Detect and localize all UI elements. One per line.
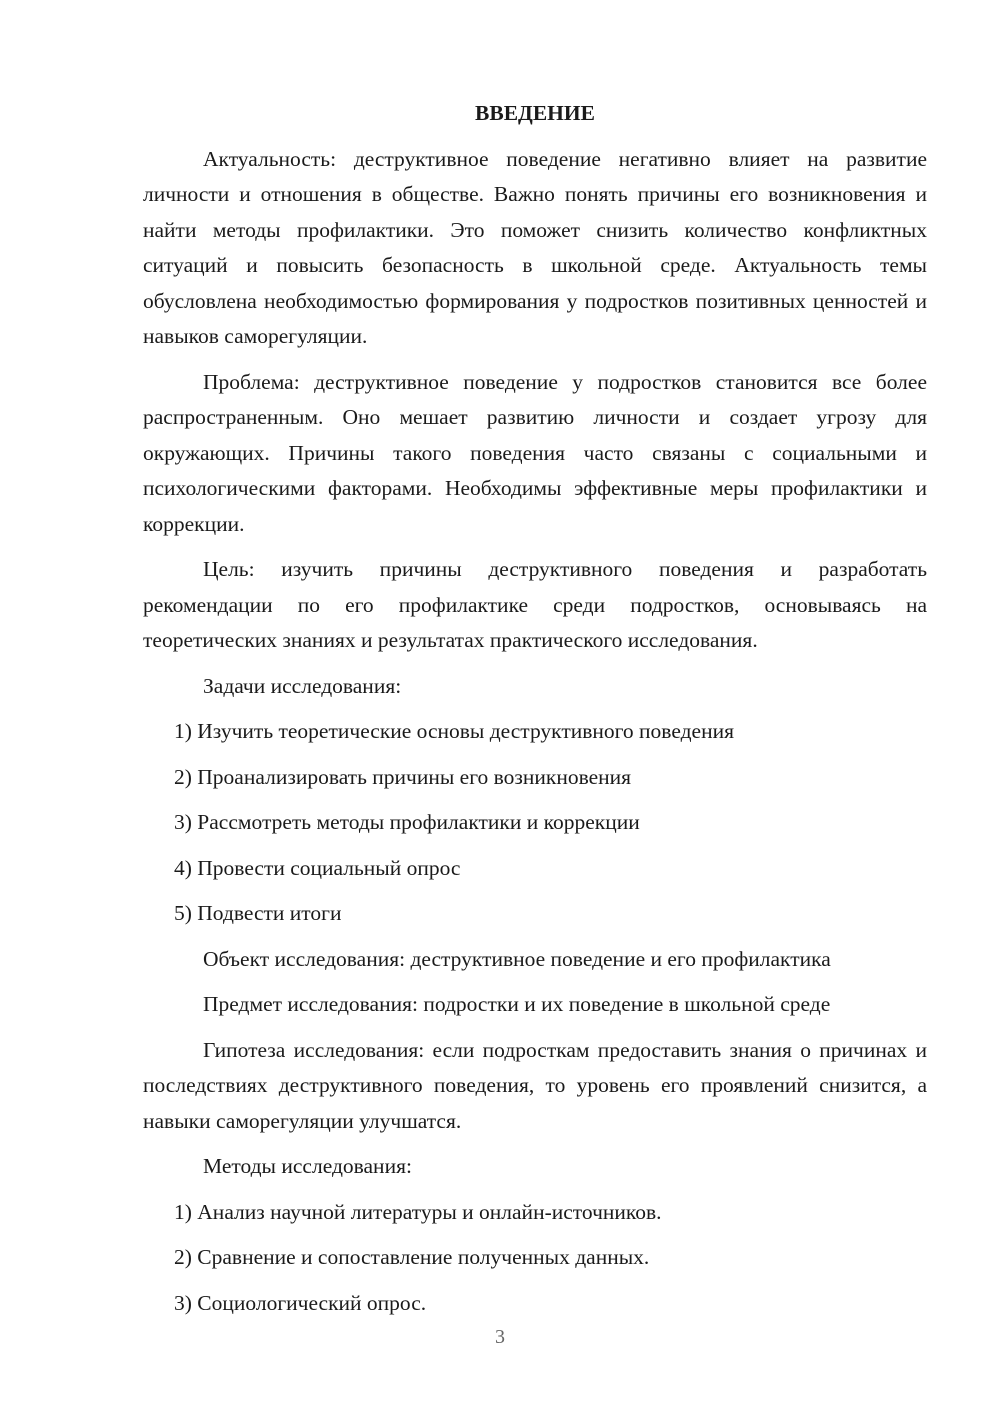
tasks-list	[143, 714, 927, 932]
tasks-heading: Задачи исследования:	[203, 673, 402, 698]
section-title: ВВЕДЕНИЕ	[475, 101, 595, 125]
methods-list	[143, 1195, 927, 1322]
method-item: 1) Анализ научной литературы и онлайн-источников.	[174, 1199, 662, 1224]
task-item: 2) Проанализировать причины его возникновения	[174, 764, 632, 789]
page-number: 3	[495, 1326, 505, 1348]
task-item: 5) Подвести итоги	[174, 901, 342, 925]
problem-paragraph: Проблема: деструктивное поведение у подростков становится все более распространенным. Оно мешает развитию личности и создает угрозу для окружающих. Причины такого поведения часто связаны с социальными и психологическими факторами. Необходимы эффективные меры профилактики и коррекции.	[143, 369, 927, 536]
hypothesis-paragraph: Гипотеза исследования: если подросткам предоставить знания о причинах и последствиях деструктивного поведения, то уровень его проявлений снизится, а навыки саморегуляции улучшатся.	[143, 1037, 927, 1133]
subject-line: Предмет исследования: подростки и их поведение в школьной среде	[203, 992, 831, 1016]
relevance-paragraph: Актуальность: деструктивное поведение негативно влияет на развитие личности и отношения в обществе. Важно понять причины его возникновения и найти методы профилактики. Это поможет снизить количество конфликтных ситуаций и повысить безопасность в школьной среде. Актуальность темы обусловлена необходимостью формирования у подростков позитивных ценностей и навыков саморегуляции.	[143, 146, 927, 348]
page-content	[143, 96, 927, 1331]
methods-heading: Методы исследования:	[203, 1154, 412, 1178]
method-item: 3) Социологический опрос.	[174, 1290, 427, 1315]
task-item: 4) Провести социальный опрос	[174, 855, 461, 880]
method-item: 2) Сравнение и сопоставление полученных данных.	[174, 1245, 650, 1269]
task-item: 3) Рассмотреть методы профилактики и коррекции	[174, 810, 640, 834]
goal-paragraph: Цель: изучить причины деструктивного поведения и разработать рекомендации по его профилактике среди подростков, основываясь на теоретических знаниях и результатах практического исследования.	[143, 557, 927, 652]
object-line: Объект исследования: деструктивное поведение и его профилактика	[203, 946, 831, 971]
task-item: 1) Изучить теоретические основы деструктивного поведения	[174, 719, 734, 743]
